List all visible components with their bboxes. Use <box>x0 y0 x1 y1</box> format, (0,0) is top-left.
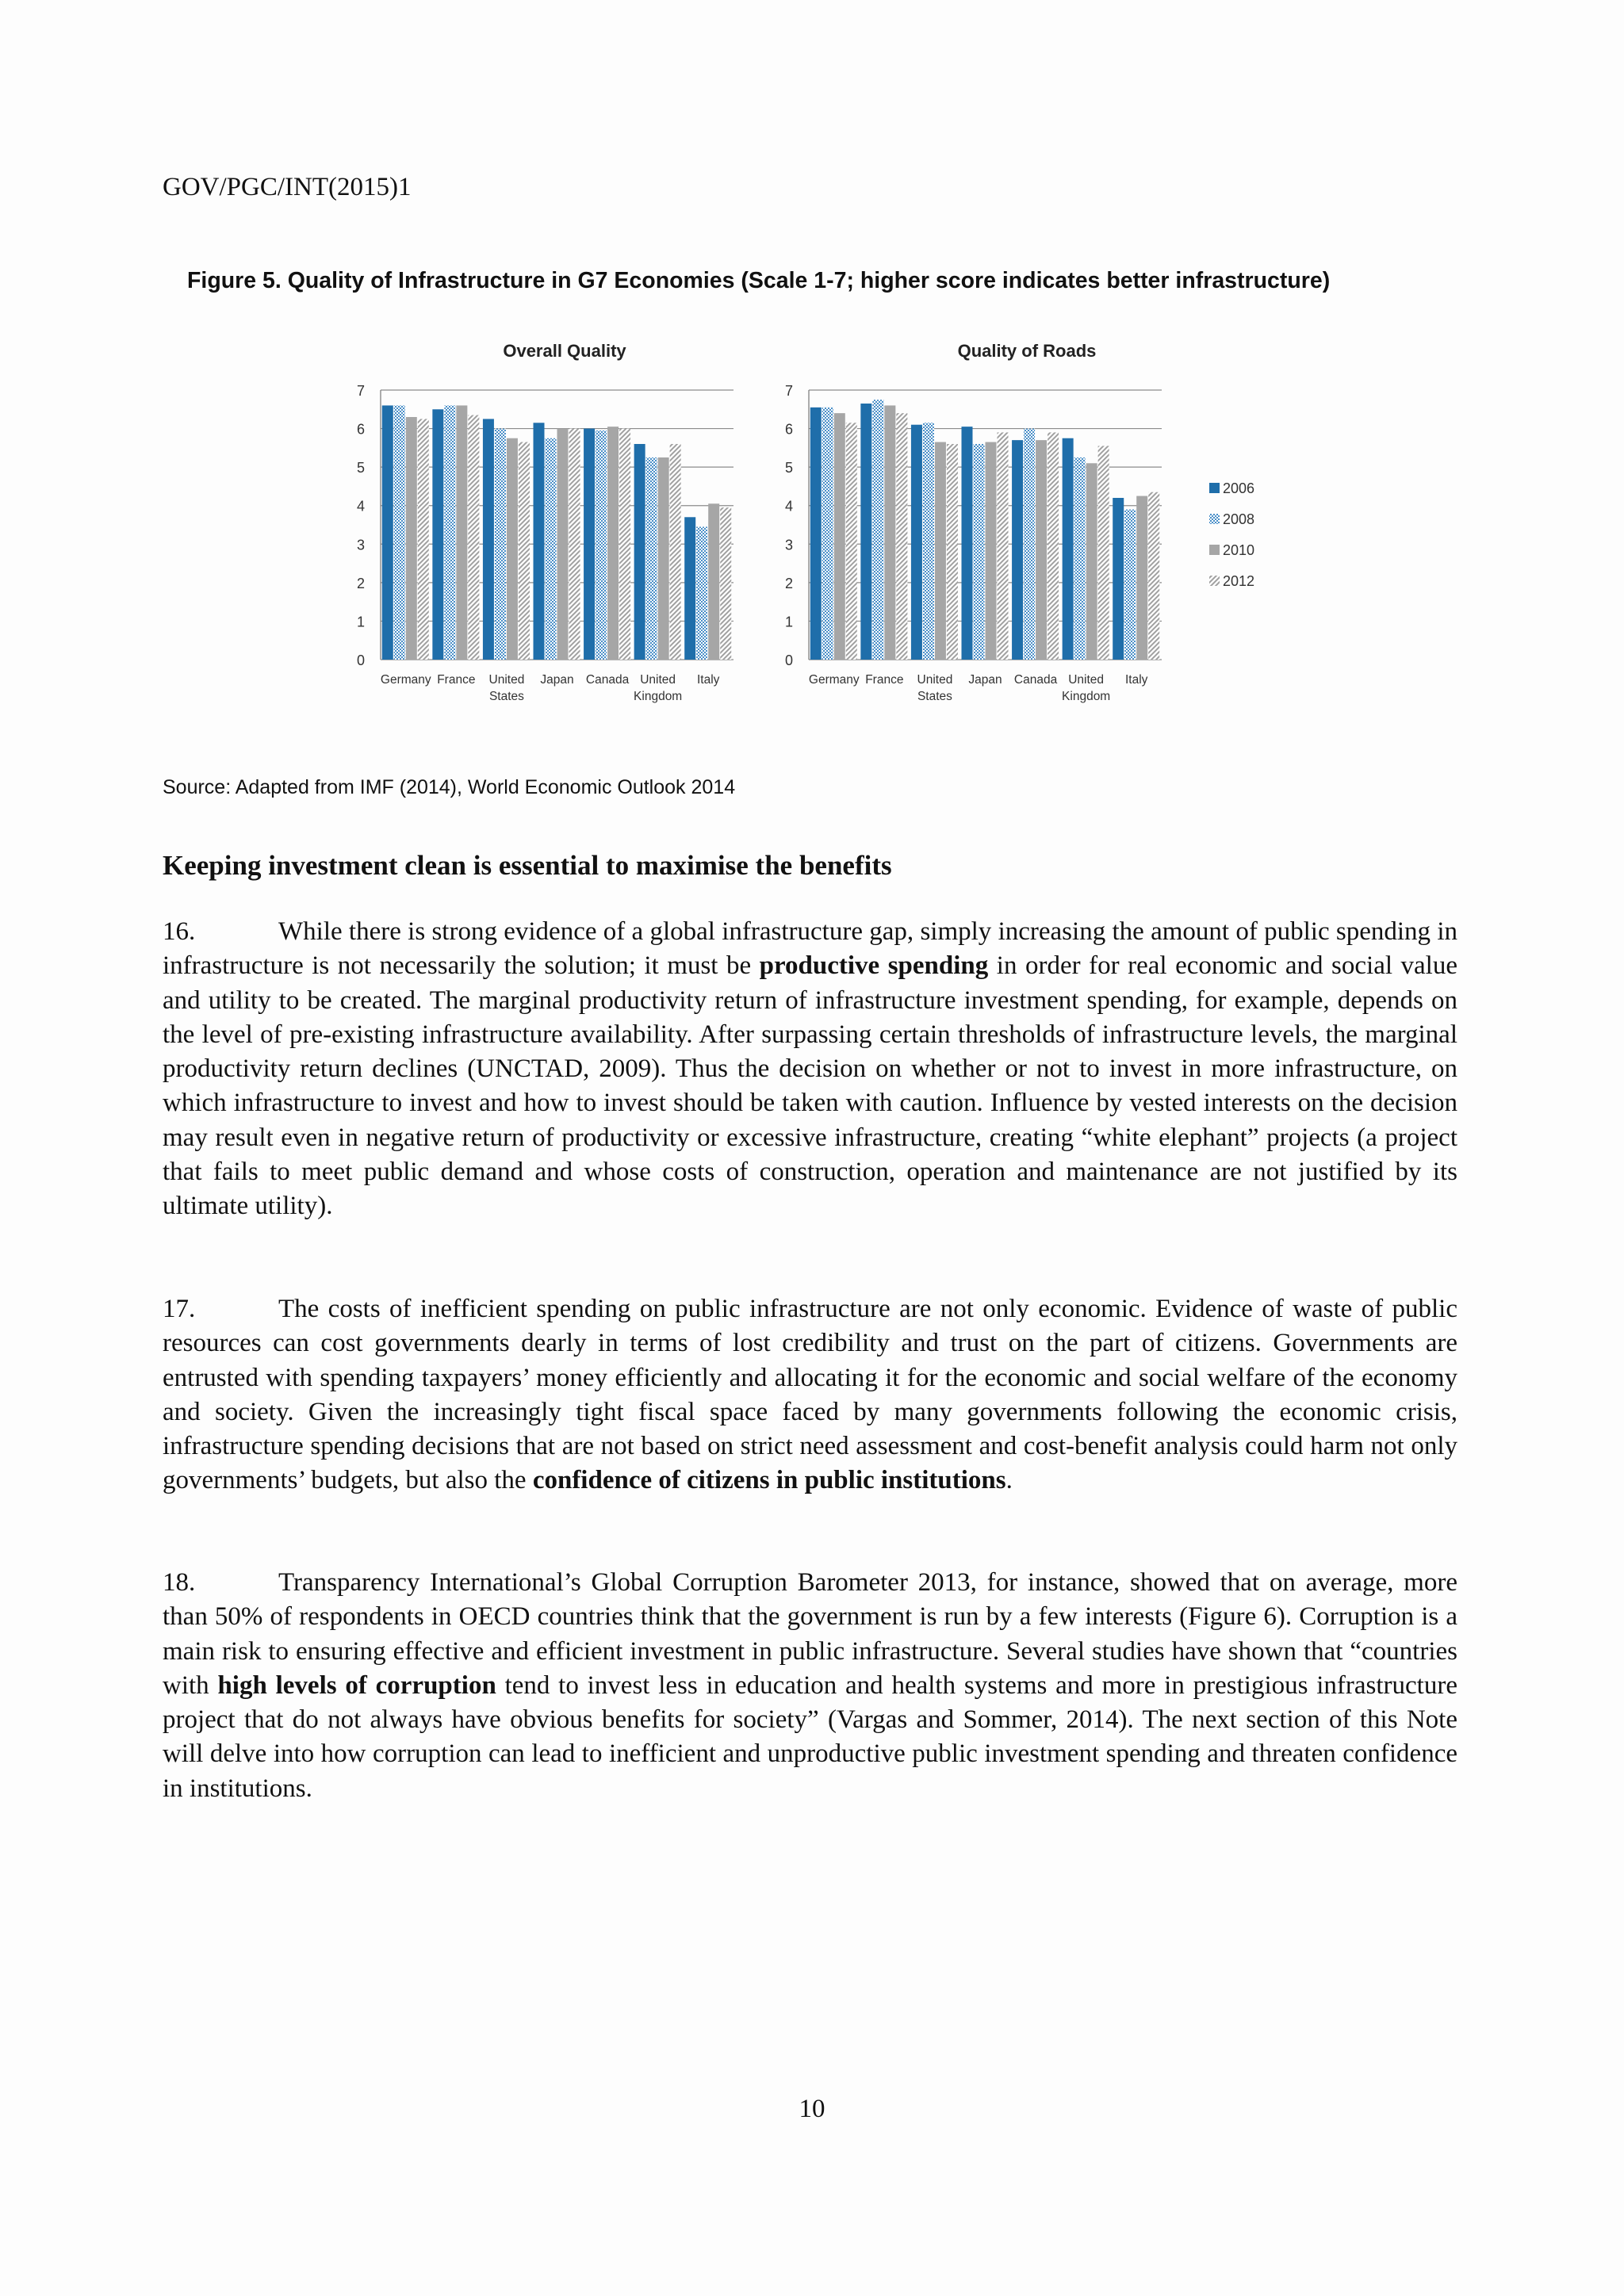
bar-2012-japan <box>998 432 1009 660</box>
bar-2008-germany <box>822 408 833 660</box>
chart-title: Overall Quality <box>503 341 626 361</box>
bar-2008-united-kingdom <box>1074 457 1086 660</box>
x-tick-label: Italy <box>1124 673 1148 687</box>
x-tick-label: Japan <box>968 673 1002 687</box>
legend-swatch-2006 <box>1209 483 1220 493</box>
bar-2006-italy <box>1113 498 1124 660</box>
bar-2006-canada <box>1012 440 1023 660</box>
document-reference: GOV/PGC/INT(2015)1 <box>163 173 412 201</box>
paragraph-text: While there is strong evidence of a global infrastructure gap, simply increasing the amount of public spending in infrastructure is not necessarily the solution; it must be <box>163 917 1457 981</box>
y-tick-label: 1 <box>356 614 365 630</box>
chart-overall-quality <box>357 341 733 703</box>
chart-title: Quality of Roads <box>957 341 1097 361</box>
bar-2008-united-states <box>495 429 506 660</box>
legend-swatch-2010 <box>1209 545 1220 555</box>
y-tick-label: 0 <box>784 652 793 668</box>
y-tick-label: 2 <box>356 575 365 591</box>
bar-2008-united-states <box>923 423 934 660</box>
figure-charts <box>341 333 1308 721</box>
bar-2012-canada <box>619 429 630 660</box>
bar-2010-united-kingdom <box>658 457 669 660</box>
bar-2008-france <box>872 400 883 660</box>
paragraph-number: 16. <box>163 917 196 946</box>
paragraph-text: . <box>1005 1466 1013 1495</box>
section-heading: Keeping investment clean is essential to maximise the benefits <box>163 850 892 881</box>
bar-2006-united-states <box>483 419 494 660</box>
y-tick-label: 2 <box>784 575 793 591</box>
chart-legend <box>1209 480 1254 589</box>
y-tick-label: 4 <box>356 498 365 515</box>
legend-label: 2006 <box>1223 480 1255 496</box>
bar-2010-italy <box>708 503 719 660</box>
bar-2006-united-kingdom <box>1063 438 1074 660</box>
paragraph-number: 18. <box>163 1568 196 1597</box>
legend-swatch-2008 <box>1209 514 1220 524</box>
emphasis-text: high levels of corruption <box>217 1670 496 1700</box>
paragraph-text: tend to invest less in education and health systems and more in prestigious infrastructure project that do not always have obvious benefits for society” (Vargas and Sommer, 2014). The next section of this Note will delve into how corruption can lead to inefficient and unproductive public investment spending and threaten confidence in institutions. <box>163 1670 1457 1803</box>
x-tick-label: Japan <box>540 673 574 687</box>
figure-title: Figure 5. Quality of Infrastructure in G7 Economies (Scale 1-7; higher score indicates better infrastructure) <box>187 268 1331 293</box>
paragraph-number: 17. <box>163 1295 196 1323</box>
bar-2006-italy <box>684 517 695 660</box>
bar-2010-france <box>884 405 895 660</box>
x-tick-label: France <box>437 673 476 687</box>
y-tick-label: 7 <box>784 383 793 399</box>
x-tick-label: United Kingdom <box>1062 673 1111 703</box>
x-tick-label: United States <box>488 673 525 703</box>
bar-2010-japan <box>986 442 997 660</box>
bar-2012-france <box>468 415 479 660</box>
bar-2006-united-kingdom <box>634 444 645 660</box>
bar-2008-united-kingdom <box>646 457 657 660</box>
bar-2012-united-kingdom <box>1098 446 1109 660</box>
legend-label: 2012 <box>1223 573 1255 589</box>
bar-2012-italy <box>1148 492 1159 660</box>
bar-2008-canada <box>1024 429 1035 660</box>
bar-2010-france <box>456 405 467 660</box>
bar-2012-germany <box>418 419 429 660</box>
emphasis-text: productive spending <box>759 951 989 981</box>
bar-2010-japan <box>557 429 569 660</box>
x-tick-label: United States <box>917 673 953 703</box>
bar-2006-germany <box>810 408 822 660</box>
bar-2012-france <box>896 413 907 660</box>
x-tick-label: Germany <box>380 673 431 687</box>
bar-2012-italy <box>720 507 731 660</box>
bar-2010-canada <box>1036 440 1047 660</box>
y-tick-label: 5 <box>784 460 793 476</box>
chart-quality-of-roads <box>785 341 1162 703</box>
bar-2006-france <box>432 409 443 660</box>
bar-2008-france <box>444 405 455 660</box>
y-tick-label: 4 <box>784 498 793 515</box>
bar-2012-united-states <box>947 444 958 660</box>
x-tick-label: Canada <box>585 673 630 687</box>
paragraph-text: The costs of inefficient spending on public infrastructure are not only economic. Evidence of waste of public resources can cost governments dearly in terms of lost credibility and trust on the part of citizens. Governments are entrusted with spending taxpayers’ money efficiently and allocating it for the economic and social welfare of the economy and society. Given the increasingly tight fiscal space faced by many governments following the economic crisis, infrastructure spending decisions that are not based on strict need assessment and cost-benefit analysis could harm not only governments’ budgets, but also the <box>163 1295 1457 1495</box>
bar-2012-united-states <box>519 442 530 660</box>
y-tick-label: 3 <box>784 537 793 553</box>
bar-2006-united-states <box>911 425 922 660</box>
bar-2008-japan <box>974 444 985 660</box>
paragraph-text: in order for real economic and social value and utility to be created. The marginal productivity return of infrastructure investment spending, for example, depends on the level of pre-existing infrastructure availability. After surpassing certain thresholds of infrastructure levels, the marginal productivity return declines (UNCTAD, 2009). Thus the decision on whether or not to invest in more infrastructure, on which infrastructure to invest and how to invest should be taken with caution. Influence by vested interests on the decision may result even in negative return of productivity or excessive infrastructure, creating “white elephant” projects (a project that fails to meet public demand and whose costs of construction, operation and maintenance are not justified by its ultimate utility). <box>163 951 1457 1221</box>
bar-2010-united-kingdom <box>1086 463 1097 660</box>
bar-2006-japan <box>962 427 973 660</box>
x-tick-label: Canada <box>1013 673 1058 687</box>
bar-2012-united-kingdom <box>670 444 681 660</box>
bar-2010-united-states <box>507 438 518 660</box>
bar-2010-germany <box>834 413 845 660</box>
bar-2006-japan <box>534 423 545 660</box>
y-tick-label: 3 <box>356 537 365 553</box>
bar-2006-germany <box>382 405 393 660</box>
paragraph-17 <box>163 1292 1457 1498</box>
bar-2012-japan <box>569 429 580 660</box>
x-tick-label: United Kingdom <box>634 673 683 703</box>
y-tick-label: 1 <box>784 614 793 630</box>
legend-label: 2010 <box>1223 542 1255 558</box>
bar-2008-japan <box>546 438 557 660</box>
y-tick-label: 6 <box>356 421 365 438</box>
paragraph-text: Transparency International’s Global Corruption Barometer 2013, for instance, showed that on average, more than 50% of respondents in OECD countries think that the government is run by a few interests (Figure 6). Corruption is a main risk to ensuring effective and efficient investment in public infrastructure. Several studies have shown that “countries with <box>163 1568 1457 1700</box>
paragraph-18 <box>163 1566 1457 1806</box>
y-tick-label: 6 <box>784 421 793 438</box>
y-tick-label: 5 <box>356 460 365 476</box>
bar-2010-canada <box>607 427 619 660</box>
bar-2010-united-states <box>935 442 946 660</box>
bar-2012-germany <box>846 423 857 660</box>
bar-2008-italy <box>1124 510 1136 660</box>
bar-2012-canada <box>1048 432 1059 660</box>
bar-2006-france <box>860 404 871 660</box>
bar-2006-canada <box>584 429 595 660</box>
page-number: 10 <box>799 2095 825 2123</box>
legend-swatch-2012 <box>1209 576 1220 586</box>
legend-label: 2008 <box>1223 511 1255 527</box>
emphasis-text: confidence of citizens in public institutions <box>532 1466 1006 1495</box>
bar-2010-italy <box>1136 496 1147 660</box>
bar-2010-germany <box>406 417 417 660</box>
bar-2008-italy <box>696 526 707 660</box>
x-tick-label: France <box>865 673 904 687</box>
bar-2008-canada <box>596 430 607 660</box>
x-tick-label: Germany <box>808 673 860 687</box>
y-tick-label: 7 <box>356 383 365 399</box>
y-tick-label: 0 <box>356 652 365 668</box>
figure-source: Source: Adapted from IMF (2014), World Economic Outlook 2014 <box>163 776 736 798</box>
x-tick-label: Italy <box>696 673 720 687</box>
paragraph-16 <box>163 915 1457 1224</box>
bar-2008-germany <box>394 405 405 660</box>
